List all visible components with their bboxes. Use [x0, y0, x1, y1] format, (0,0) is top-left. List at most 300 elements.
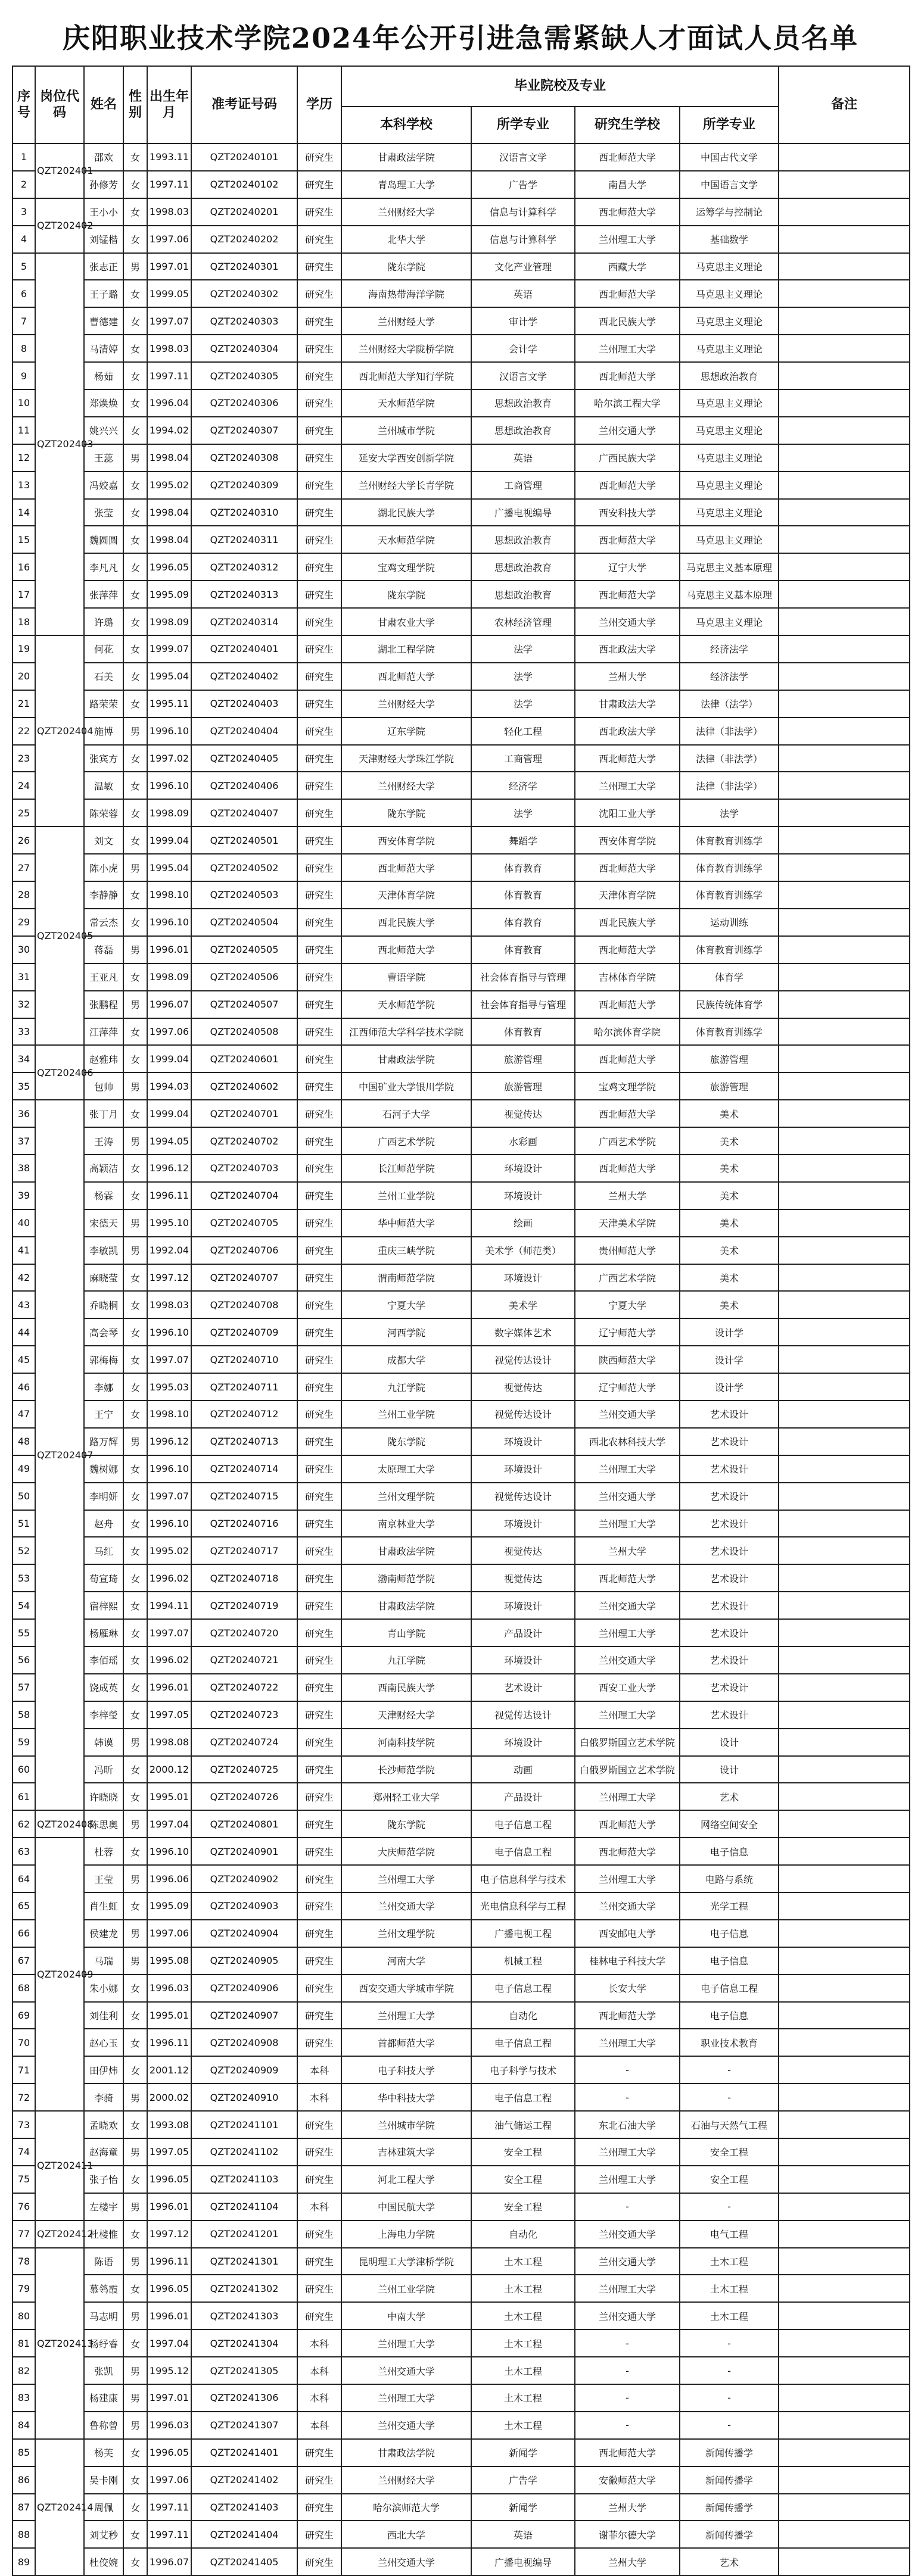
cell-ug-school: 甘肃政法学院	[341, 1537, 471, 1564]
cell-birth: 1997.12	[147, 1264, 191, 1292]
cell-note	[779, 2111, 910, 2138]
cell-ug-school: 湖北民族大学	[341, 499, 471, 526]
cell-note	[779, 1783, 910, 1810]
cell-degree: 研究生	[297, 1838, 341, 1865]
cell-birth: 1997.11	[147, 2494, 191, 2521]
cell-birth: 1996.05	[147, 2275, 191, 2302]
cell-degree: 研究生	[297, 417, 341, 444]
cell-post-code: QZT202407	[35, 1100, 84, 1810]
cell-ug-major: 数字媒体艺术	[471, 1318, 575, 1346]
table-row	[13, 1537, 910, 1564]
cell-birth: 1997.05	[147, 2138, 191, 2166]
cell-ticket: QZT20240303	[191, 307, 297, 335]
cell-ug-major: 环境设计	[471, 1264, 575, 1292]
cell-pg-school: 西藏大学	[575, 253, 680, 280]
cell-birth: 1994.03	[147, 1072, 191, 1100]
cell-pg-school: 西北师范大学	[575, 1045, 680, 1072]
cell-ug-major: 新闻学	[471, 2494, 575, 2521]
header-name: 姓名	[84, 66, 123, 144]
cell-ticket: QZT20240722	[191, 1674, 297, 1701]
cell-note	[779, 472, 910, 499]
cell-pg-school: 兰州理工大学	[575, 1783, 680, 1810]
cell-gender: 男	[123, 2084, 147, 2111]
cell-pg-major: 光学工程	[680, 1892, 779, 1920]
cell-seq: 70	[13, 2029, 35, 2056]
cell-ug-school: 甘肃政法学院	[341, 2439, 471, 2466]
cell-birth: 1996.11	[147, 1182, 191, 1209]
cell-pg-school: 西北师范大学	[575, 1810, 680, 1838]
cell-degree: 研究生	[297, 2248, 341, 2275]
cell-birth: 1996.07	[147, 2548, 191, 2575]
cell-pg-major: 体育教育训练学	[680, 1018, 779, 1046]
cell-degree: 研究生	[297, 2138, 341, 2166]
cell-ticket: QZT20240405	[191, 745, 297, 772]
cell-name: 乔晓桐	[84, 1291, 123, 1318]
cell-note	[779, 444, 910, 472]
cell-seq: 24	[13, 772, 35, 799]
cell-name: 张丁月	[84, 1100, 123, 1127]
cell-note	[779, 1947, 910, 1975]
table-row	[13, 1892, 910, 1920]
cell-gender: 女	[123, 1756, 147, 1783]
cell-pg-major: 中国语言文学	[680, 171, 779, 198]
cell-pg-major: 电子信息	[680, 1947, 779, 1975]
cell-seq: 34	[13, 1045, 35, 1072]
cell-ticket: QZT20240909	[191, 2056, 297, 2084]
cell-seq: 74	[13, 2138, 35, 2166]
cell-name: 王涛	[84, 1127, 123, 1155]
cell-seq: 29	[13, 909, 35, 936]
cell-birth: 1992.04	[147, 1237, 191, 1264]
table-row	[13, 1838, 910, 1865]
cell-ug-school: 石河子大学	[341, 1100, 471, 1127]
cell-pg-school: 长安大学	[575, 1975, 680, 2002]
cell-degree: 研究生	[297, 635, 341, 663]
cell-birth: 1997.11	[147, 171, 191, 198]
cell-degree: 研究生	[297, 1810, 341, 1838]
cell-note	[779, 1155, 910, 1182]
cell-ug-school: 天津体育学院	[341, 881, 471, 909]
cell-degree: 研究生	[297, 307, 341, 335]
table-row	[13, 1920, 910, 1947]
cell-seq: 20	[13, 663, 35, 690]
table-row	[13, 1646, 910, 1674]
cell-gender: 男	[123, 1920, 147, 1947]
cell-seq: 82	[13, 2357, 35, 2384]
table-row	[13, 1619, 910, 1646]
cell-pg-school: 西安科技大学	[575, 499, 680, 526]
cell-degree: 研究生	[297, 1920, 341, 1947]
cell-note	[779, 2384, 910, 2412]
cell-seq: 46	[13, 1373, 35, 1401]
cell-pg-major: 马克思主义理论	[680, 499, 779, 526]
cell-seq: 38	[13, 1155, 35, 1182]
cell-name: 宿梓熙	[84, 1592, 123, 1619]
header-ticket: 准考证号码	[191, 66, 297, 144]
cell-name: 孙修芳	[84, 171, 123, 198]
cell-pg-major: 马克思主义理论	[680, 253, 779, 280]
table-row	[13, 171, 910, 198]
cell-ticket: QZT20240701	[191, 1100, 297, 1127]
cell-name: 陈语	[84, 2248, 123, 2275]
header-post-code: 岗位代码	[35, 66, 84, 144]
cell-birth: 1999.04	[147, 1045, 191, 1072]
cell-pg-school: 哈尔滨体育学院	[575, 1018, 680, 1046]
cell-gender: 女	[123, 1018, 147, 1046]
cell-degree: 研究生	[297, 444, 341, 472]
table-row	[13, 2056, 910, 2084]
cell-name: 魏圆圆	[84, 526, 123, 553]
cell-degree: 研究生	[297, 1373, 341, 1401]
cell-pg-school: 西北师范大学	[575, 991, 680, 1018]
cell-note	[779, 2357, 910, 2384]
cell-pg-school: 兰州交通大学	[575, 2221, 680, 2248]
cell-ug-school: 中国民航大学	[341, 2193, 471, 2221]
cell-birth: 1997.04	[147, 1810, 191, 1838]
cell-gender: 女	[123, 499, 147, 526]
cell-ug-school: 兰州理工大学	[341, 2002, 471, 2029]
cell-ug-school: 西安交通大学城市学院	[341, 1975, 471, 2002]
cell-ug-major: 法学	[471, 635, 575, 663]
cell-name: 刘文	[84, 827, 123, 854]
cell-ug-major: 环境设计	[471, 1510, 575, 1538]
cell-ug-major: 文化产业管理	[471, 253, 575, 280]
cell-pg-major: 艺术设计	[680, 1483, 779, 1510]
cell-pg-school: 兰州大学	[575, 2494, 680, 2521]
cell-seq: 84	[13, 2412, 35, 2439]
cell-seq: 49	[13, 1455, 35, 1483]
cell-name: 包帅	[84, 1072, 123, 1100]
cell-gender: 女	[123, 1483, 147, 1510]
cell-ug-school: 吉林建筑大学	[341, 2138, 471, 2166]
cell-pg-school: 兰州交通大学	[575, 608, 680, 635]
cell-note	[779, 2466, 910, 2494]
cell-pg-major: -	[680, 2384, 779, 2412]
cell-ug-major: 电子信息工程	[471, 1838, 575, 1865]
cell-degree: 研究生	[297, 1865, 341, 1892]
cell-gender: 男	[123, 253, 147, 280]
table-body	[13, 144, 910, 2575]
cell-pg-major: 马克思主义基本原理	[680, 581, 779, 608]
cell-pg-major: -	[680, 2329, 779, 2357]
cell-ticket: QZT20240308	[191, 444, 297, 472]
cell-birth: 1997.06	[147, 2466, 191, 2494]
cell-ticket: QZT20241307	[191, 2412, 297, 2439]
cell-pg-major: 体育教育训练学	[680, 854, 779, 881]
cell-gender: 女	[123, 1892, 147, 1920]
cell-ug-major: 英语	[471, 280, 575, 307]
cell-pg-school: 西北民族大学	[575, 307, 680, 335]
cell-birth: 1996.01	[147, 2193, 191, 2221]
table-row	[13, 799, 910, 827]
cell-pg-major: 艺术设计	[680, 1401, 779, 1428]
cell-pg-school: 兰州交通大学	[575, 2248, 680, 2275]
cell-note	[779, 1045, 910, 1072]
cell-birth: 1996.05	[147, 2166, 191, 2193]
cell-ug-major: 思想政治教育	[471, 417, 575, 444]
table-row	[13, 2384, 910, 2412]
cell-pg-major: 民族传统体育学	[680, 991, 779, 1018]
cell-birth: 1998.03	[147, 335, 191, 362]
cell-ug-major: 土木工程	[471, 2329, 575, 2357]
cell-gender: 男	[123, 2412, 147, 2439]
cell-ug-major: 电子信息工程	[471, 2029, 575, 2056]
cell-ug-major: 环境设计	[471, 1455, 575, 1483]
cell-ug-school: 重庆三峡学院	[341, 1237, 471, 1264]
cell-birth: 1996.02	[147, 1646, 191, 1674]
cell-pg-major: 新闻传播学	[680, 2521, 779, 2548]
cell-ug-school: 甘肃政法学院	[341, 1045, 471, 1072]
cell-pg-major: 艺术设计	[680, 1510, 779, 1538]
table-row	[13, 1209, 910, 1237]
cell-seq: 68	[13, 1975, 35, 2002]
cell-birth: 1998.09	[147, 799, 191, 827]
cell-seq: 51	[13, 1510, 35, 1538]
table-row	[13, 1045, 910, 1072]
table-row	[13, 1155, 910, 1182]
cell-ug-school: 河南大学	[341, 1947, 471, 1975]
cell-gender: 女	[123, 2329, 147, 2357]
cell-pg-major: 新闻传播学	[680, 2466, 779, 2494]
cell-gender: 女	[123, 1346, 147, 1373]
cell-pg-school: 西安体育学院	[575, 827, 680, 854]
cell-ug-major: 电子信息工程	[471, 1810, 575, 1838]
cell-ug-major: 英语	[471, 2521, 575, 2548]
cell-degree: 研究生	[297, 772, 341, 799]
cell-ug-major: 安全工程	[471, 2193, 575, 2221]
cell-ug-school: 中国矿业大学银川学院	[341, 1072, 471, 1100]
cell-note	[779, 963, 910, 991]
table-row	[13, 2357, 910, 2384]
cell-name: 刘艾秒	[84, 2521, 123, 2548]
cell-note	[779, 690, 910, 718]
cell-ug-major: 视觉传达设计	[471, 1401, 575, 1428]
cell-seq: 14	[13, 499, 35, 526]
cell-gender: 女	[123, 2466, 147, 2494]
table-row	[13, 2494, 910, 2521]
cell-ug-school: 兰州文理学院	[341, 1920, 471, 1947]
cell-ug-major: 思想政治教育	[471, 526, 575, 553]
cell-seq: 77	[13, 2221, 35, 2248]
cell-gender: 女	[123, 772, 147, 799]
cell-name: 刘锰楷	[84, 226, 123, 253]
cell-ticket: QZT20240706	[191, 1237, 297, 1264]
cell-pg-school: 兰州理工大学	[575, 335, 680, 362]
table-row	[13, 1455, 910, 1483]
cell-note	[779, 1865, 910, 1892]
cell-seq: 86	[13, 2466, 35, 2494]
cell-pg-school: 兰州大学	[575, 663, 680, 690]
cell-pg-school: 西安邮电大学	[575, 1920, 680, 1947]
cell-ticket: QZT20240602	[191, 1072, 297, 1100]
cell-ticket: QZT20240710	[191, 1346, 297, 1373]
cell-seq: 25	[13, 799, 35, 827]
cell-degree: 研究生	[297, 1592, 341, 1619]
cell-note	[779, 1920, 910, 1947]
cell-gender: 男	[123, 991, 147, 1018]
table-row	[13, 1072, 910, 1100]
cell-ticket: QZT20241104	[191, 2193, 297, 2221]
cell-seq: 56	[13, 1646, 35, 1674]
cell-note	[779, 1264, 910, 1292]
cell-birth: 1995.09	[147, 1892, 191, 1920]
cell-name: 吴卡刚	[84, 2466, 123, 2494]
cell-seq: 64	[13, 1865, 35, 1892]
cell-seq: 42	[13, 1264, 35, 1292]
cell-seq: 18	[13, 608, 35, 635]
cell-ticket: QZT20240101	[191, 144, 297, 171]
cell-note	[779, 362, 910, 389]
cell-seq: 63	[13, 1838, 35, 1865]
cell-ug-major: 艺术设计	[471, 1674, 575, 1701]
cell-ug-school: 宁夏大学	[341, 1291, 471, 1318]
cell-gender: 女	[123, 2221, 147, 2248]
cell-pg-major: 美术	[680, 1237, 779, 1264]
cell-name: 蒋磊	[84, 936, 123, 963]
cell-seq: 3	[13, 198, 35, 226]
header-ug-school: 本科学校	[341, 107, 471, 144]
cell-ug-school: 河南科技学院	[341, 1729, 471, 1756]
cell-degree: 研究生	[297, 1947, 341, 1975]
cell-birth: 1999.04	[147, 1100, 191, 1127]
cell-name: 朱小娜	[84, 1975, 123, 2002]
cell-degree: 研究生	[297, 827, 341, 854]
cell-name: 张子怡	[84, 2166, 123, 2193]
cell-gender: 男	[123, 2193, 147, 2221]
cell-post-code: QZT202408	[35, 1810, 84, 1838]
cell-ug-school: 天津财经大学珠江学院	[341, 745, 471, 772]
table-row	[13, 663, 910, 690]
cell-ug-major: 旅游管理	[471, 1072, 575, 1100]
cell-birth: 1998.09	[147, 608, 191, 635]
cell-note	[779, 1619, 910, 1646]
cell-birth: 1996.10	[147, 1455, 191, 1483]
cell-gender: 女	[123, 226, 147, 253]
cell-note	[779, 1483, 910, 1510]
cell-gender: 女	[123, 1100, 147, 1127]
cell-pg-major: 美术	[680, 1291, 779, 1318]
table-row	[13, 2002, 910, 2029]
cell-pg-major: 设计学	[680, 1373, 779, 1401]
cell-ug-major: 工商管理	[471, 472, 575, 499]
cell-ticket: QZT20240502	[191, 854, 297, 881]
cell-ug-major: 视觉传达设计	[471, 1701, 575, 1729]
cell-name: 郑焕焕	[84, 389, 123, 417]
cell-birth: 1996.12	[147, 1155, 191, 1182]
cell-note	[779, 1510, 910, 1538]
cell-birth: 1995.11	[147, 690, 191, 718]
cell-ug-major: 视觉传达	[471, 1537, 575, 1564]
cell-ug-school: 兰州财经大学长青学院	[341, 472, 471, 499]
cell-ug-school: 天水师范学院	[341, 389, 471, 417]
table-row	[13, 745, 910, 772]
cell-name: 路荣荣	[84, 690, 123, 718]
cell-note	[779, 526, 910, 553]
cell-ticket: QZT20241102	[191, 2138, 297, 2166]
cell-ug-school: 陇东学院	[341, 799, 471, 827]
cell-ticket: QZT20240708	[191, 1291, 297, 1318]
table-row	[13, 1701, 910, 1729]
cell-name: 王蕊	[84, 444, 123, 472]
cell-pg-major: 安全工程	[680, 2166, 779, 2193]
cell-birth: 1997.01	[147, 253, 191, 280]
cell-name: 侯建龙	[84, 1920, 123, 1947]
cell-pg-school: 东北石油大学	[575, 2111, 680, 2138]
cell-ug-major: 水彩画	[471, 1127, 575, 1155]
cell-birth: 1999.07	[147, 635, 191, 663]
cell-ug-school: 长江师范学院	[341, 1155, 471, 1182]
cell-pg-major: 法律（非法学）	[680, 718, 779, 745]
cell-pg-major: 马克思主义理论	[680, 335, 779, 362]
cell-seq: 58	[13, 1701, 35, 1729]
cell-gender: 女	[123, 1182, 147, 1209]
cell-degree: 研究生	[297, 608, 341, 635]
cell-ticket: QZT20240717	[191, 1537, 297, 1564]
cell-ug-school: 陇东学院	[341, 581, 471, 608]
cell-degree: 研究生	[297, 1237, 341, 1264]
cell-pg-major: 马克思主义理论	[680, 608, 779, 635]
cell-ticket: QZT20240508	[191, 1018, 297, 1046]
cell-post-code: QZT202411	[35, 2111, 84, 2221]
cell-seq: 80	[13, 2302, 35, 2329]
cell-ticket: QZT20240302	[191, 280, 297, 307]
cell-degree: 研究生	[297, 718, 341, 745]
table-row	[13, 472, 910, 499]
cell-ticket: QZT20240304	[191, 335, 297, 362]
cell-name: 杜佼婉	[84, 2548, 123, 2575]
cell-birth: 1996.10	[147, 772, 191, 799]
cell-name: 张莹	[84, 499, 123, 526]
cell-ug-school: 兰州交通大学	[341, 2357, 471, 2384]
cell-pg-major: 艺术设计	[680, 1537, 779, 1564]
cell-pg-major: 艺术设计	[680, 1701, 779, 1729]
cell-pg-major: 马克思主义理论	[680, 307, 779, 335]
cell-ug-major: 环境设计	[471, 1428, 575, 1455]
table-row	[13, 2193, 910, 2221]
cell-degree: 研究生	[297, 1401, 341, 1428]
cell-ug-major: 会计学	[471, 335, 575, 362]
cell-ug-major: 视觉传达设计	[471, 1346, 575, 1373]
table-row	[13, 2548, 910, 2575]
cell-pg-school: 谢菲尔德大学	[575, 2521, 680, 2548]
cell-degree: 研究生	[297, 2494, 341, 2521]
table-row	[13, 1127, 910, 1155]
cell-pg-school: 广西民族大学	[575, 444, 680, 472]
cell-pg-school: 兰州大学	[575, 1182, 680, 1209]
cell-gender: 女	[123, 2029, 147, 2056]
cell-pg-major: 运筹学与控制论	[680, 198, 779, 226]
table-row	[13, 1401, 910, 1428]
cell-note	[779, 663, 910, 690]
cell-note	[779, 1564, 910, 1592]
cell-ug-major: 广播电视编导	[471, 499, 575, 526]
cell-pg-school: 西北师范大学	[575, 936, 680, 963]
table-row	[13, 1264, 910, 1292]
cell-note	[779, 991, 910, 1018]
cell-ug-school: 西安体育学院	[341, 827, 471, 854]
cell-pg-school: 西北师范大学	[575, 745, 680, 772]
cell-ug-school: 宝鸡文理学院	[341, 553, 471, 581]
cell-gender: 女	[123, 2275, 147, 2302]
cell-pg-school: 兰州理工大学	[575, 1701, 680, 1729]
cell-degree: 研究生	[297, 1975, 341, 2002]
cell-ug-school: 甘肃农业大学	[341, 608, 471, 635]
cell-degree: 研究生	[297, 2302, 341, 2329]
cell-seq: 89	[13, 2548, 35, 2575]
cell-post-code: QZT202403	[35, 253, 84, 635]
cell-pg-major: 电子信息	[680, 1838, 779, 1865]
table-row	[13, 581, 910, 608]
